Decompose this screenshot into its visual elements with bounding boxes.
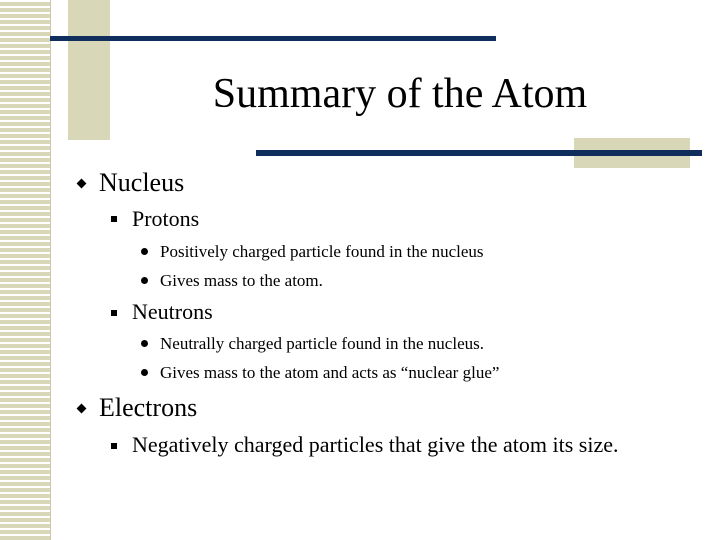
decorative-navy-line-top [50, 36, 496, 41]
round-bullet-icon [141, 248, 148, 255]
bullet-text: Neutrally charged particle found in the nucleus. [160, 334, 484, 353]
bullet-text: Gives mass to the atom. [160, 271, 323, 290]
bullet-text: Negatively charged particles that give the atom its size. [132, 432, 619, 457]
bullet-label-electrons: Electrons [99, 393, 198, 422]
square-bullet-icon [111, 310, 117, 316]
bullet-text: Gives mass to the atom and acts as “nuclear glue” [160, 363, 500, 382]
diamond-bullet-icon [77, 404, 87, 414]
bullet-label-nucleus: Nucleus [99, 168, 185, 197]
round-bullet-icon [141, 277, 148, 284]
bullet-label-neutrons: Neutrons [132, 299, 213, 324]
diamond-bullet-icon [77, 179, 87, 189]
square-bullet-icon [111, 443, 117, 449]
decorative-navy-line-mid [256, 150, 702, 156]
decorative-tan-block-top [68, 0, 110, 140]
round-bullet-icon [141, 340, 148, 347]
square-bullet-icon [111, 216, 117, 222]
decorative-stripe-bar [0, 0, 51, 540]
bullet-text: Positively charged particle found in the nucleus [160, 242, 484, 261]
slide-title: Summary of the Atom [212, 71, 588, 117]
bullet-label-protons: Protons [132, 206, 200, 231]
round-bullet-icon [141, 369, 148, 376]
